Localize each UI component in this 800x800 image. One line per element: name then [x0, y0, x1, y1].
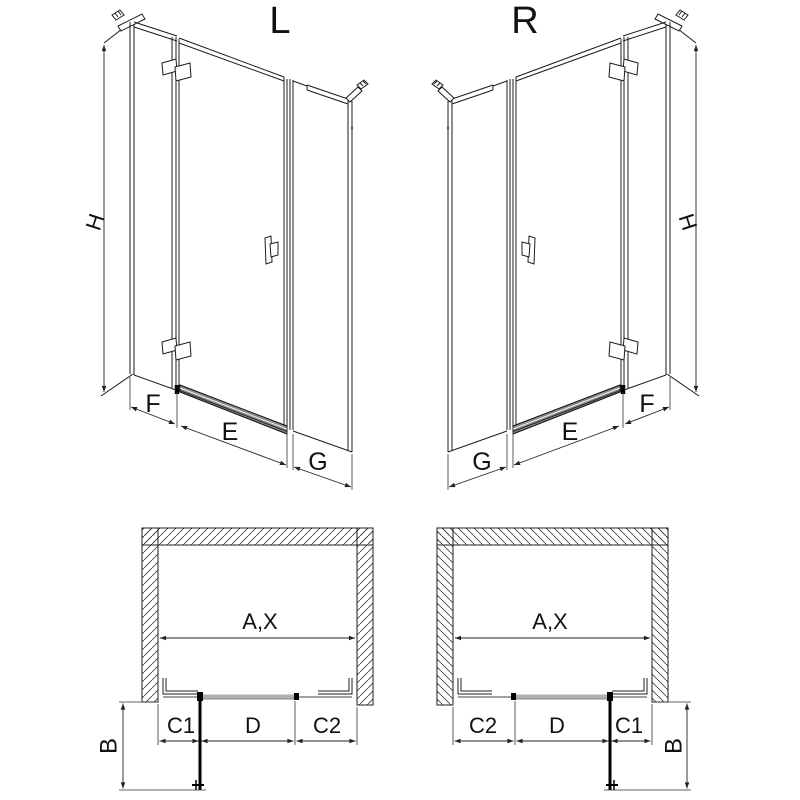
dim-h-left: H: [80, 210, 110, 234]
dim-g-right: G: [472, 448, 492, 476]
dim-c1-plan-right: C1: [614, 713, 644, 738]
dim-ax-plan-right: A,X: [532, 609, 568, 634]
dim-b-plan-right: B: [660, 737, 688, 755]
variant-label-left: L: [269, 0, 291, 42]
dim-c1-plan-left: C1: [166, 713, 196, 738]
dim-c2-plan-right: C2: [468, 713, 498, 738]
dim-d-plan-right: D: [549, 713, 565, 738]
plan-view-right-variant: [437, 528, 691, 790]
dim-g-left: G: [308, 448, 328, 476]
variant-label-right: R: [511, 0, 539, 42]
dim-b-plan-left: B: [95, 737, 123, 755]
dim-e-right: E: [561, 418, 579, 446]
dim-f-left: F: [145, 390, 161, 418]
dim-ax-plan-left: A,X: [242, 609, 278, 634]
dim-f-right: F: [639, 390, 655, 418]
dim-d-plan-left: D: [245, 713, 261, 738]
dim-e-left: E: [221, 418, 239, 446]
plan-view-left-variant: [119, 528, 373, 790]
dim-c2-plan-left: C2: [312, 713, 342, 738]
dim-h-right: H: [673, 210, 703, 234]
